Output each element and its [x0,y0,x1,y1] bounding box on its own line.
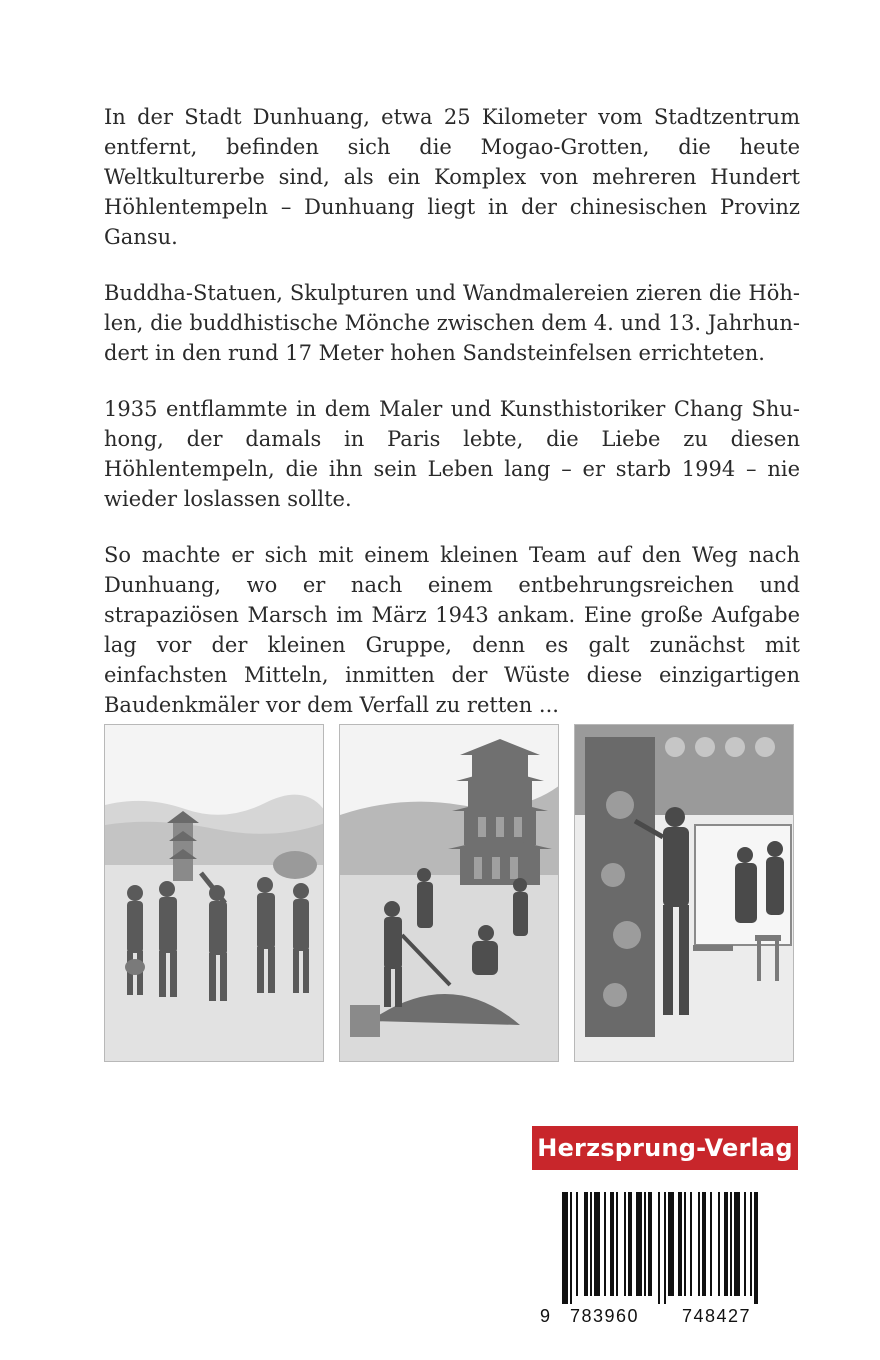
barcode-bar [664,1192,666,1304]
barcode-bar [702,1192,706,1296]
mural-painters-illustration-icon [574,724,794,1062]
barcode-bar [684,1192,686,1296]
barcode-bar [562,1192,568,1304]
barcode-bar [616,1192,618,1296]
barcode-bar [584,1192,588,1296]
barcode-bar [570,1192,572,1304]
back-cover-text [104,102,800,746]
barcode-bar [610,1192,614,1296]
barcode-bar [718,1192,720,1296]
expedition-group-illustration-icon [104,724,324,1062]
isbn-right-group: 748427 [682,1306,752,1326]
barcode-bar [678,1192,682,1296]
barcode-bar [750,1192,752,1296]
isbn-lead-digit: 9 [540,1306,552,1326]
barcode-bars [532,1186,798,1304]
paragraph-intro: In der Stadt Dunhuang, etwa 25 Kilometer vom Stadtzentrum entfernt, befinden sich die Mogao-Grotten, die heute Weltkulturerbe sind, als ein Komplex von mehreren Hundert Höhlentempeln – Dunhuang liegt in der chinesischen Provinz Gansu. [104,105,800,249]
barcode-bar [744,1192,746,1296]
barcode-bar [668,1192,674,1296]
publisher-logo: Herzsprung-Verlag [532,1126,798,1170]
barcode-bar [754,1192,758,1304]
barcode-bar [734,1192,740,1296]
barcode-bar [594,1192,600,1296]
barcode-bar [730,1192,732,1296]
barcode-bar [658,1192,660,1304]
barcode-bar [644,1192,646,1296]
barcode-bar [710,1192,712,1296]
barcode-bar [604,1192,606,1296]
barcode-bar [576,1192,578,1296]
barcode-bar [690,1192,692,1296]
barcode-bar [648,1192,652,1296]
isbn-barcode [532,1186,798,1334]
barcode-bar [636,1192,642,1296]
paragraph-journey: So machte er sich mit einem kleinen Team auf den Weg nach Dunhuang, wo er nach einem entbehrungsreichen und strapaziösen Marsch im März 1943 ankam. Eine große Aufgabe lag vor der kleinen Gruppe, denn es galt zunächst mit einfachsten Mitteln, inmitten der Wüste diese einzigartigen Baudenkmäler vor dem Verfall zu retten ... [104,543,800,717]
barcode-bar [698,1192,700,1296]
paragraph-chang-shuhong: 1935 entflammte in dem Maler und Kunsthistoriker Chang Shuhong, der damals in Paris lebte, die Liebe zu diesen Höhlentempeln, die ihn sein Leben lang – er starb 1994 – nie wieder loslassen sollte. [104,397,800,511]
isbn-left-group: 783960 [570,1306,640,1326]
pagoda-excavation-illustration-icon [339,724,559,1062]
barcode-bar [624,1192,626,1296]
barcode-bar [590,1192,592,1296]
barcode-bar [628,1192,632,1296]
paragraph-statues: Buddha-Statuen, Skulpturen und Wandmalereien zieren die Höhlen, die buddhistische Mönche zwischen dem 4. und 13. Jahrhundert in den rund 17 Meter hohen Sandsteinfelsen errichteten. [104,281,800,365]
barcode-bar [724,1192,728,1296]
illustration-strip [104,724,794,1062]
